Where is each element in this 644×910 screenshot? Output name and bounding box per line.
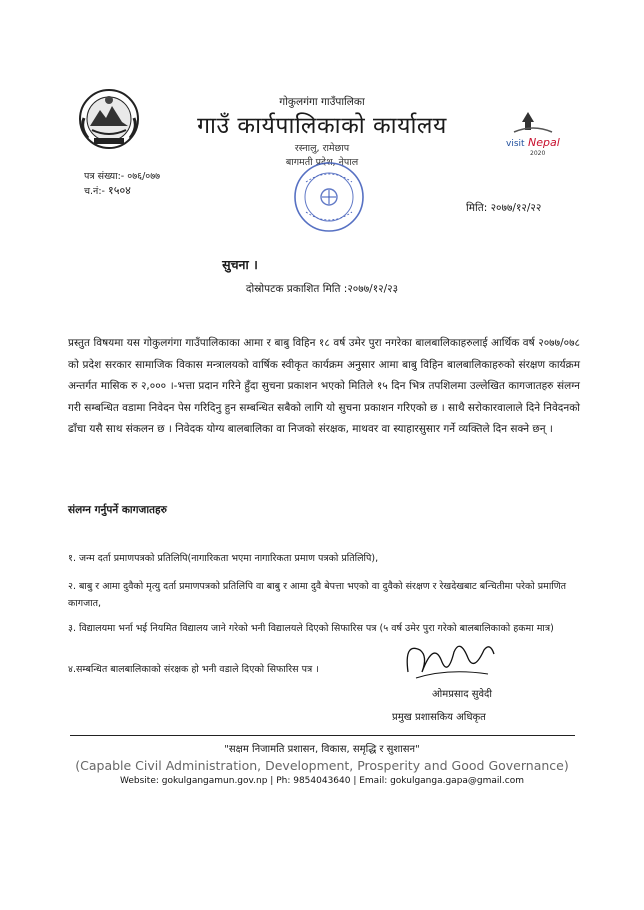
visit-nepal-logo <box>500 108 566 158</box>
signature <box>398 632 498 687</box>
municipality-name: गोकुलगंगा गाउँपालिका <box>279 96 365 108</box>
attachment-item-4: ४.सम्बन्धित बालबालिकाको संरक्षक हो भनी वडाले दिएको सिफारिस पत्र । <box>68 664 319 675</box>
office-title: गाउँ कार्यपालिकाको कार्यालय <box>197 113 447 139</box>
footer-slogan-english: (Capable Civil Administration, Development, Prosperity and Good Governance) <box>75 758 569 773</box>
attachments-heading: संलग्न गर्नुपर्ने कागजातहरु <box>68 504 167 516</box>
attachment-item-1: १. जन्म दर्ता प्रमाणपत्रको प्रतिलिपि(नागारिकता भएमा नागारिकता प्रमाण पत्रको प्रतिलिपि), <box>68 553 379 564</box>
svg-text:Nepal: Nepal <box>528 136 560 149</box>
dispatch-number-value: १५०४ <box>108 184 131 197</box>
signatory-title: प्रमुख प्रशासकिय अधिकृत <box>392 712 486 723</box>
office-stamp <box>292 160 366 234</box>
notice-body: प्रस्तुत विषयमा यस गोकुलगंगा गाउँपालिकाका आमा र बाबु विहिन १८ वर्ष उमेर पुरा नगरेका बालबालिकाहरुलाई आर्थिक वर्ष २०७७/०७८ को प्रदेश सरकार सामाजिक विकास मन्त्रालयको वार्षिक स्वीकृत कार्यक्रम अनुसार आमा बाबु विहिन बालबालिकाहरुको संरक्षण कार्यक्रम अन्तर्गत मासिक रु २,००० ।-भत्ता प्रदान गरिने हुँदा सुचना प्रकाशन भएको मितिले १५ दिन भित्र तपशिलमा उल्लेखित कागजातहरु संलग्न गरी सम्बन्धित वडामा निवेदन पेस गरिदिनु हुन सम्बन्धित सबैको लागि यो सुचना प्रकाशन गरिएको छ । साथै सरोकारवालाले दिने निवेदनको ढाँचा यसै साथ संकलन छ । निवेदक योग्य बालबालिका वा निजको संरक्षक, माथवर वा स्याहारसुसार गर्ने व्यक्तिले दिन सक्ने छन् । <box>68 337 580 435</box>
dispatch-number <box>84 183 131 198</box>
svg-text:visit: visit <box>506 139 525 149</box>
letter-date: मिति: २०७७/१२/२२ <box>466 202 542 214</box>
footer-divider <box>70 735 575 736</box>
footer-slogan-nepali: "सक्षम निजामति प्रशासन, विकास, समृद्धि र सुशासन" <box>224 744 420 755</box>
signatory-name: ओमप्रसाद सुवेदी <box>432 689 492 700</box>
svg-text:2020: 2020 <box>530 150 546 157</box>
notice-title: सुचना । <box>222 257 258 272</box>
dispatch-label: च.नं:- <box>84 186 105 197</box>
attachment-item-3: ३. विद्यालयमा भर्ना भई नियमित विद्यालय जाने गरेको भनी विद्यालयले दिएको सिफारिस पत्र (५ वर्ष उमेर पुरा गरेको बालबालिकाको हकमा मात्र) <box>68 623 554 634</box>
letter-reference-number: पत्र संख्या:- ०७६/०७७ <box>84 171 161 182</box>
footer-contact: Website: gokulgangamun.gov.np | Ph: 9854043640 | Email: gokulganga.gapa@gmail.com <box>119 776 525 786</box>
attachment-item-2: २. बाबु र आमा दुवैको मृत्यु दर्ता प्रमाणपत्रको प्रतिलिपि वा बाबु र आमा दुवै बेपत्ता भएको वा दुवैको संरक्षण र रेखदेखबाट बन्चितीमा परेको प्रमाणित कागजात, <box>68 581 567 609</box>
address-line-2: बागमती प्रदेश, नेपाल <box>285 157 359 168</box>
address-line-1: रस्नालु, रामेछाप <box>294 143 350 154</box>
second-publication-date: दोस्रोपटक प्रकाशित मिति :२०७७/१२/२३ <box>245 283 399 295</box>
